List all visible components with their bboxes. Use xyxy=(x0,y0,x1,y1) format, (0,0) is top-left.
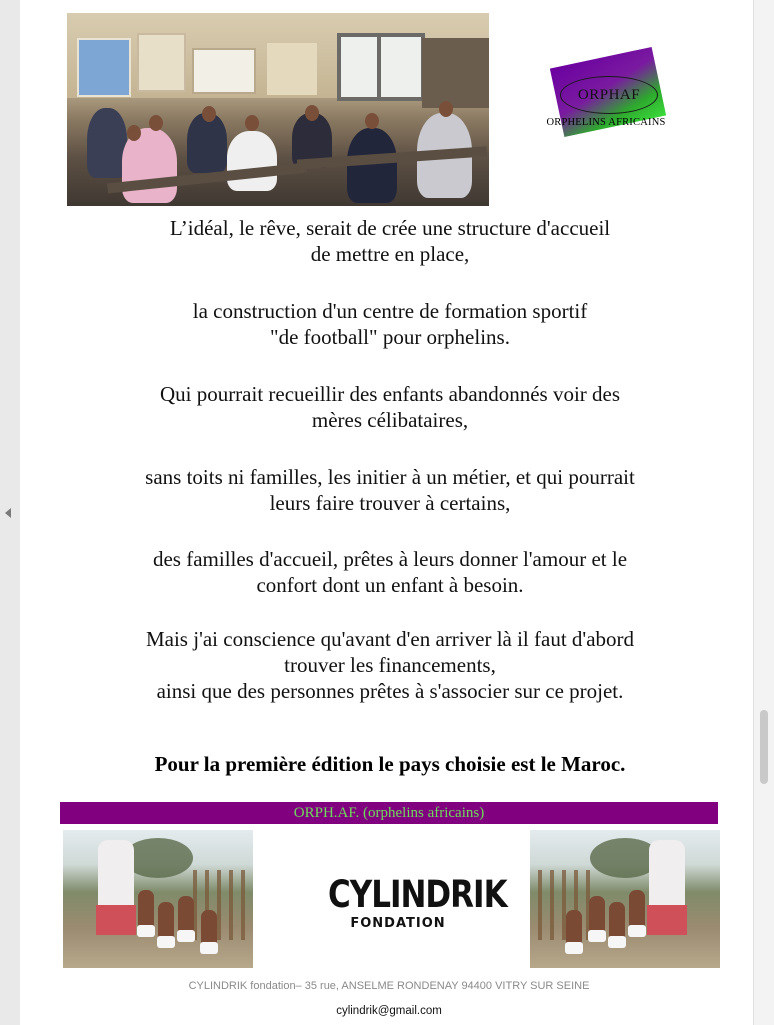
cylindrik-logo-name: CYLINDRIK xyxy=(328,873,507,917)
paragraph-line: la construction d'un centre de formation sportif xyxy=(192,299,588,323)
collapse-arrow-icon[interactable] xyxy=(5,508,11,518)
footer-email-link[interactable]: cylindrik@gmail.com xyxy=(336,1005,442,1017)
paragraph-4 xyxy=(90,464,690,516)
vertical-scrollbar[interactable] xyxy=(753,0,774,1025)
orphaf-logo xyxy=(520,45,680,145)
cylindrik-logo xyxy=(328,873,507,946)
paragraph-line: Mais j'ai conscience qu'avant d'en arriver là il faut d'abord xyxy=(145,627,635,651)
orphaf-logo-subtitle: ORPHELINS AFRICAINS xyxy=(546,117,666,128)
children-photo-left xyxy=(63,830,253,968)
paragraph-5 xyxy=(90,546,690,598)
page-content xyxy=(20,0,754,1025)
paragraph-line: leurs faire trouver à certains, xyxy=(269,491,511,515)
paragraph-line: Qui pourrait recueillir des enfants abandonnés voir des xyxy=(159,382,621,406)
paragraph-2 xyxy=(90,298,690,350)
highlight-statement: Pour la première édition le pays choisie est le Maroc. xyxy=(154,752,626,776)
paragraph-line: L’idéal, le rêve, serait de crée une structure d'accueil xyxy=(169,216,611,240)
paragraph-line: confort dont un enfant à besoin. xyxy=(256,573,524,597)
classroom-photo xyxy=(67,13,489,206)
paragraph-line: des familles d'accueil, prêtes à leurs donner l'amour et le xyxy=(152,547,628,571)
children-photo-right xyxy=(530,830,720,968)
paragraph-line: mères célibataires, xyxy=(311,408,469,432)
paragraph-line: ainsi que des personnes prêtes à s'associer sur ce projet. xyxy=(156,679,624,703)
paragraph-6 xyxy=(90,626,690,704)
paragraph-1 xyxy=(90,215,690,267)
paragraph-line: de mettre en place, xyxy=(310,242,470,266)
cylindrik-logo-subtitle: FONDATION xyxy=(350,916,446,931)
orphaf-logo-name: ORPHAF xyxy=(560,76,658,114)
left-gutter xyxy=(0,0,21,1025)
orphaf-banner: ORPH.AF. (orphelins africains) xyxy=(60,802,718,824)
scrollbar-thumb[interactable] xyxy=(760,710,768,784)
paragraph-line: sans toits ni familles, les initier à un métier, et qui pourrait xyxy=(145,465,635,489)
paragraph-line: trouver les financements, xyxy=(284,653,496,677)
paragraph-line: "de football" pour orphelins. xyxy=(270,325,510,349)
paragraph-3 xyxy=(90,381,690,433)
footer-address: CYLINDRIK fondation– 35 rue, ANSELME RONDENAY 94400 VITRY SUR SEINE xyxy=(188,980,590,992)
